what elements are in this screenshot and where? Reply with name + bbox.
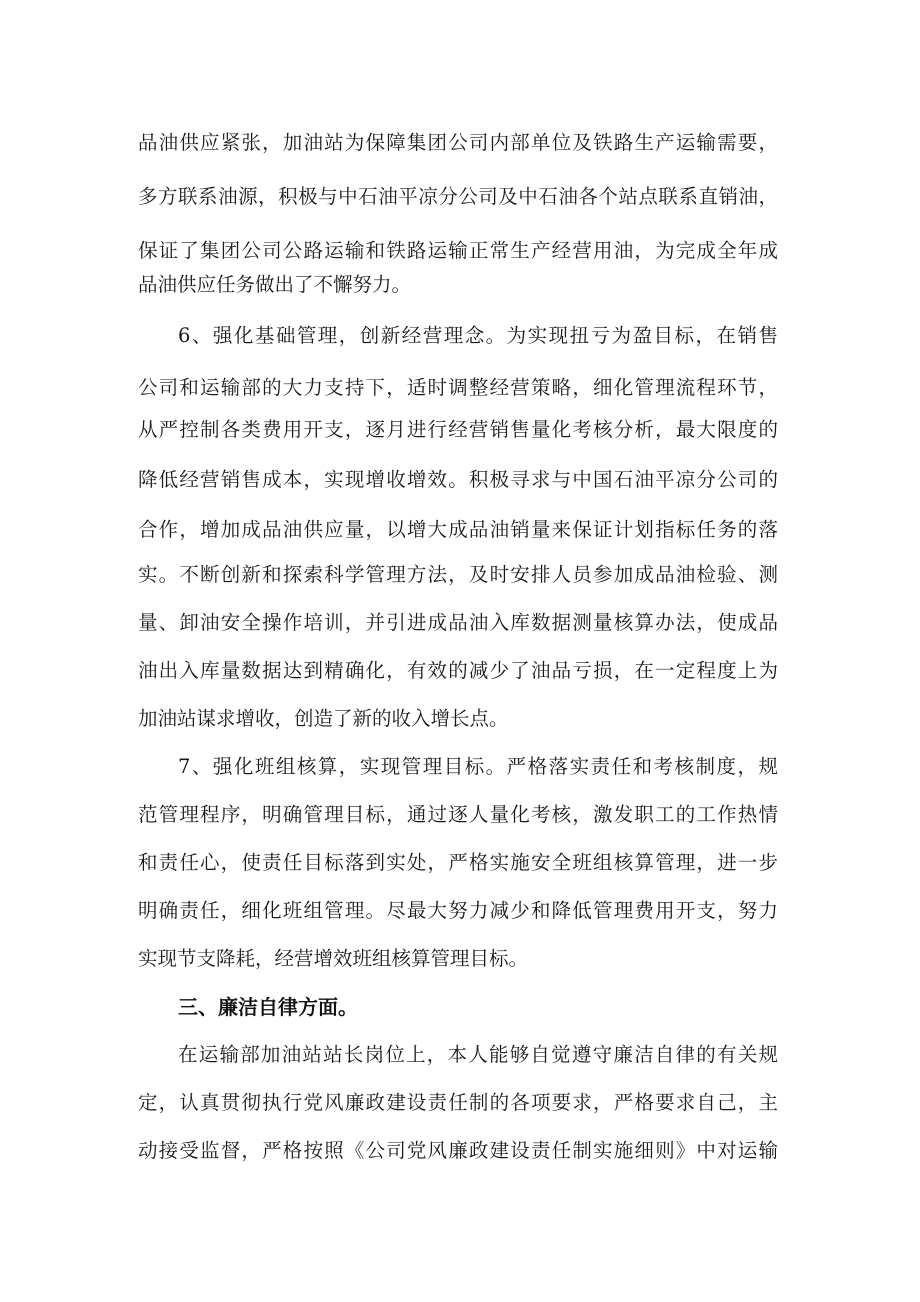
text-line: 合作，增加成品油供应量，以增大成品油销量来保证计划指标任务的落	[138, 518, 778, 541]
section-heading: 三、廉洁自律方面。	[178, 995, 358, 1019]
paragraph-start-line: 6、强化基础管理，创新经营理念。为实现扭亏为盈目标，在销售	[178, 324, 778, 347]
text-line: 量、卸油安全操作培训，并引进成品油入库数据测量核算办法，使成品	[138, 611, 778, 634]
text-line: 多方联系油源，积极与中石油平凉分公司及中石油各个站点联系直销油，	[138, 185, 778, 208]
text-line: 从严控制各类费用开支，逐月进行经营销售量化考核分析，最大限度的	[138, 418, 778, 441]
text-line: 品油供应紧张，加油站为保障集团公司内部单位及铁路生产运输需要，	[138, 131, 778, 154]
paragraph-start-line: 在运输部加油站站长岗位上，本人能够自觉遵守廉洁自律的有关规	[178, 1043, 778, 1066]
text-line: 实。不断创新和探索科学管理方法，及时安排人员参加成品油检验、测	[138, 563, 778, 586]
text-line: 加油站谋求增收，创造了新的收入增长点。	[138, 707, 509, 730]
text-line: 实现节支降耗，经营增效班组核算管理目标。	[138, 947, 529, 970]
paragraph-start-line: 7、强化班组核算，实现管理目标。严格落实责任和考核制度，规	[178, 755, 778, 778]
text-line: 保证了集团公司公路运输和铁路运输正常生产经营用油，为完成全年成	[138, 239, 778, 262]
text-line: 范管理程序，明确管理目标，通过逐人量化考核，激发职工的工作热情	[138, 803, 778, 826]
text-line: 明确责任，细化班组管理。尽最大努力减少和降低管理费用开支，努力	[138, 899, 778, 922]
text-line: 降低经营销售成本，实现增收增效。积极寻求与中国石油平凉分公司的	[138, 468, 778, 491]
text-line: 油出入库量数据达到精确化，有效的减少了油品亏损，在一定程度上为	[138, 659, 778, 682]
text-line: 定，认真贯彻执行党风廉政建设责任制的各项要求，严格要求自己，主	[138, 1091, 778, 1114]
text-line: 动接受监督，严格按照《公司党风廉政建设责任制实施细则》中对运输	[138, 1139, 778, 1162]
text-line: 和责任心，使责任目标落到实处，严格实施安全班组核算管理，进一步	[138, 851, 778, 874]
text-line: 公司和运输部的大力支持下，适时调整经营策略，细化管理流程环节，	[138, 376, 778, 399]
text-line: 品油供应任务做出了不懈努力。	[138, 273, 412, 296]
